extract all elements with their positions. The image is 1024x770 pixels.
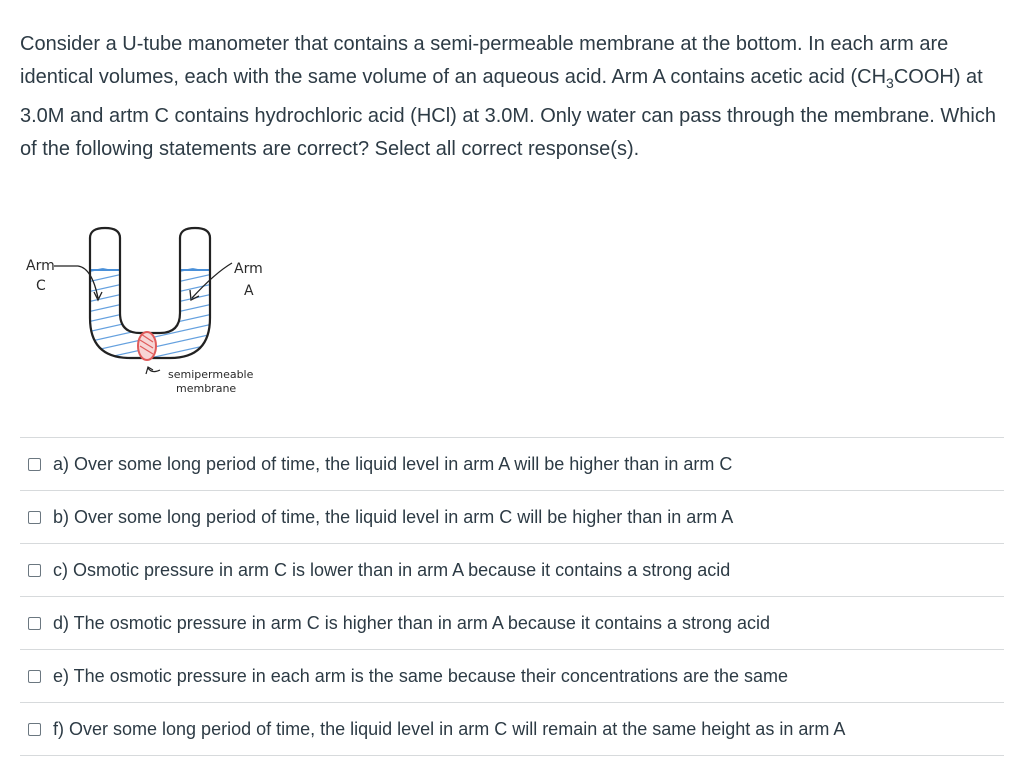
arm-a-arrow xyxy=(192,263,232,298)
question-text-part2: COOH) at 3.0M and artm C contains hydrochloric acid (HCl) at 3.0M. Only water can pass through the membrane. Which of the following statements are correct? Select all correct response(s). xyxy=(20,66,996,160)
subscript-3: 3 xyxy=(886,75,894,91)
option-d-label[interactable]: d) The osmotic pressure in arm C is higher than in arm A because it contains a strong acid xyxy=(53,612,771,633)
membrane-shape xyxy=(138,332,156,360)
option-a-checkbox[interactable] xyxy=(28,458,41,471)
question-text-part1: Consider a U-tube manometer that contains a semi-permeable membrane at the bottom. In each arm are identical volumes, each with the same volume of an aqueous acid. Arm A contains acetic acid (CH xyxy=(20,33,949,88)
option-e-label[interactable]: e) The osmotic pressure in each arm is the same because their concentrations are the same xyxy=(53,665,789,686)
option-a-label[interactable]: a) Over some long period of time, the liquid level in arm A will be higher than in arm C xyxy=(53,453,733,474)
option-f[interactable] xyxy=(20,703,1004,756)
option-d[interactable] xyxy=(20,597,1004,650)
option-a[interactable] xyxy=(20,438,1004,491)
arm-c-label-top: Arm xyxy=(26,258,55,274)
arm-c-label-bottom: C xyxy=(36,278,46,294)
option-f-checkbox[interactable] xyxy=(28,723,41,736)
option-c-checkbox[interactable] xyxy=(28,564,41,577)
question-text xyxy=(20,28,1010,166)
option-b-checkbox[interactable] xyxy=(28,511,41,524)
option-e-checkbox[interactable] xyxy=(28,670,41,683)
option-d-checkbox[interactable] xyxy=(28,617,41,630)
arm-a-label-top: Arm xyxy=(234,261,263,277)
membrane-label-bottom: membrane xyxy=(176,382,237,395)
option-e[interactable] xyxy=(20,650,1004,703)
option-b-label[interactable]: b) Over some long period of time, the liquid level in arm C will be higher than in arm A xyxy=(53,506,734,527)
option-c-label[interactable]: c) Osmotic pressure in arm C is lower than in arm A because it contains a strong acid xyxy=(53,559,731,580)
option-c[interactable] xyxy=(20,544,1004,597)
option-b[interactable] xyxy=(20,491,1004,544)
u-tube-figure xyxy=(20,218,280,403)
arm-a-label-bottom: A xyxy=(244,283,254,299)
option-f-label[interactable]: f) Over some long period of time, the liquid level in arm C will remain at the same height as in arm A xyxy=(53,718,846,739)
membrane-label-top: semipermeable xyxy=(168,368,254,381)
u-tube-diagram xyxy=(20,218,280,403)
answer-options-list xyxy=(20,437,1004,756)
